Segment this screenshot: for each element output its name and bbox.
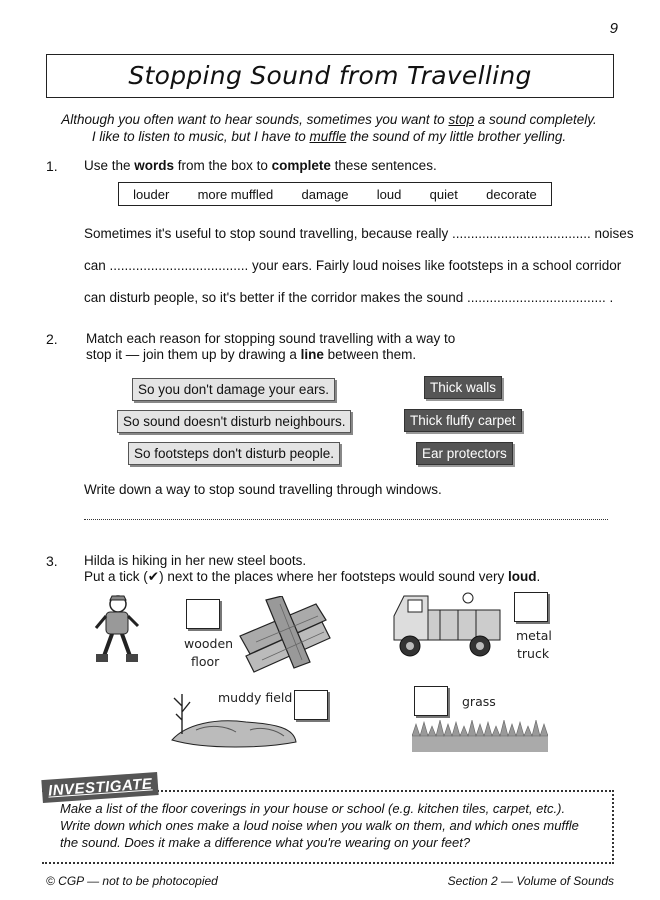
- q3-line-1: Hilda is hiking in her new steel boots.: [84, 553, 307, 568]
- page-number: 9: [609, 20, 618, 37]
- hiker-illustration: [88, 590, 146, 670]
- grass-illustration: [412, 720, 548, 752]
- q1-number: 1.: [46, 158, 58, 174]
- footer-section: Section 2 — Volume of Sounds: [447, 874, 614, 888]
- label-floor: floor: [191, 654, 220, 669]
- investigate-label: INVESTIGATE: [41, 772, 159, 803]
- windows-answer-line[interactable]: [84, 518, 608, 520]
- intro-emphasis-stop: stop: [448, 112, 474, 127]
- tick-box-muddy-field[interactable]: [294, 690, 328, 720]
- label-metal: metal: [516, 628, 552, 643]
- word-item: loud: [376, 186, 402, 202]
- word-item: damage: [301, 186, 349, 202]
- q3-line-2: Put a tick (✔) next to the places where her footsteps would sound very loud.: [84, 569, 541, 584]
- intro-emphasis-muffle: muffle: [309, 129, 347, 144]
- investigate-text: Make a list of the floor coverings in your house or school (e.g. kitchen tiles, carpet, etc.). Write down which ones make a loud noise when you walk on them, and which ones muffle the sound. Does it make a difference what you're wearing on your feet?: [60, 801, 579, 850]
- truck-illustration: [388, 590, 504, 664]
- tick-symbol: ✔: [147, 569, 160, 584]
- word-item: decorate: [486, 186, 537, 202]
- page-title: Stopping Sound from Travelling: [46, 54, 614, 98]
- q1-sentence-3[interactable]: can disturb people, so it's better if the corridor makes the sound ..................................... .: [84, 290, 614, 305]
- intro-line-1: Although you often want to hear sounds, sometimes you want to stop a sound completely.: [61, 112, 597, 127]
- q2-windows-question: Write down a way to stop sound travelling through windows.: [84, 482, 442, 497]
- q3-number: 3.: [46, 553, 58, 569]
- way-ear-protectors[interactable]: Ear protectors: [416, 442, 513, 465]
- q2-number: 2.: [46, 331, 58, 347]
- q1-sentence-2[interactable]: can ..................................... your ears. Fairly loud noises like footsteps in a school corridor: [84, 258, 622, 273]
- q2-instruction-line-2: stop it — join them up by drawing a line between them.: [86, 347, 417, 362]
- way-thick-walls[interactable]: Thick walls: [424, 376, 502, 399]
- way-fluffy-carpet[interactable]: Thick fluffy carpet: [404, 409, 522, 432]
- tick-box-wooden-floor[interactable]: [186, 599, 220, 629]
- word-box: [118, 182, 552, 206]
- wooden-planks-illustration: [236, 596, 332, 674]
- reason-footsteps[interactable]: So footsteps don't disturb people.: [128, 442, 340, 465]
- word-item: quiet: [429, 186, 458, 202]
- q2-instruction-line-1: Match each reason for stopping sound travelling with a way to: [86, 331, 456, 346]
- word-item: more muffled: [197, 186, 274, 202]
- reason-neighbours[interactable]: So sound doesn't disturb neighbours.: [117, 410, 351, 433]
- label-muddy-field: muddy field: [218, 690, 293, 705]
- footer-copyright: © CGP — not to be photocopied: [46, 874, 218, 888]
- label-wooden: wooden: [184, 636, 234, 651]
- word-item: louder: [133, 186, 170, 202]
- tick-box-metal-truck[interactable]: [514, 592, 548, 622]
- tick-box-grass[interactable]: [414, 686, 448, 716]
- intro-line-2: I like to listen to music, but I have to muffle the sound of my little brother yelling.: [91, 129, 567, 144]
- q1-instruction: Use the words from the box to complete these sentences.: [84, 158, 437, 173]
- label-grass: grass: [462, 694, 496, 709]
- label-truck: truck: [517, 646, 550, 661]
- reason-ears[interactable]: So you don't damage your ears.: [132, 378, 335, 401]
- q1-sentence-1[interactable]: Sometimes it's useful to stop sound travelling, because really ..................................... noises: [84, 226, 634, 241]
